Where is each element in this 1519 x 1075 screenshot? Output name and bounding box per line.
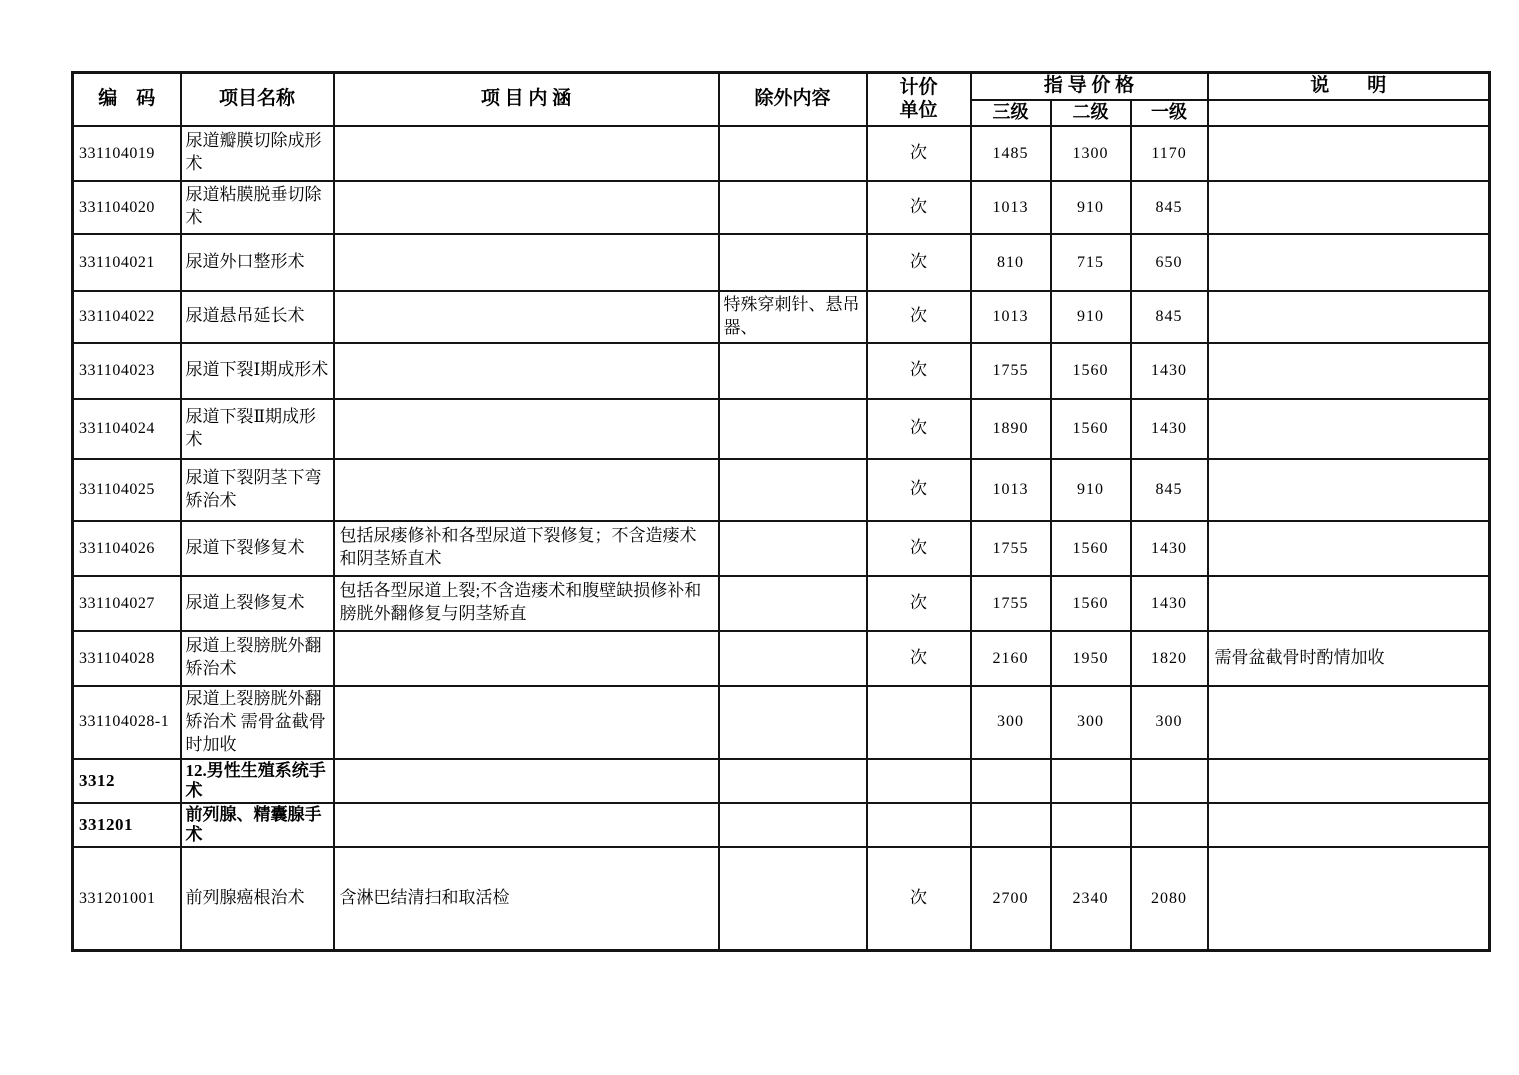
- cell-excluded: 特殊穿刺针、悬吊器、: [719, 291, 867, 343]
- cell-price-tier3: 1755: [971, 343, 1051, 399]
- cell-price-tier3: 1013: [971, 181, 1051, 234]
- column-header-price-group: 指 导 价 格: [971, 73, 1208, 100]
- table-row: [73, 631, 1490, 686]
- cell-name: 尿道下裂Ⅰ期成形术: [181, 343, 334, 399]
- cell-unit: [867, 759, 971, 803]
- cell-excluded: [719, 234, 867, 291]
- cell-content: [334, 343, 719, 399]
- cell-code: 331104020: [73, 181, 181, 234]
- table-row: [73, 126, 1490, 181]
- cell-name: 前列腺、精囊腺手术: [181, 803, 334, 847]
- cell-excluded: [719, 803, 867, 847]
- cell-unit: 次: [867, 181, 971, 234]
- cell-price-tier1: 650: [1131, 234, 1208, 291]
- cell-price-tier2: 300: [1051, 686, 1131, 759]
- cell-name: 尿道瓣膜切除成形术: [181, 126, 334, 181]
- cell-excluded: [719, 631, 867, 686]
- cell-price-tier3: 2700: [971, 847, 1051, 951]
- cell-unit: 次: [867, 234, 971, 291]
- cell-code: 331104021: [73, 234, 181, 291]
- cell-note: [1208, 803, 1490, 847]
- column-header-tier1: 一级: [1131, 100, 1208, 126]
- cell-price-tier2: [1051, 803, 1131, 847]
- cell-price-tier1: 845: [1131, 291, 1208, 343]
- cell-note: [1208, 126, 1490, 181]
- cell-note: [1208, 686, 1490, 759]
- cell-name: 尿道下裂Ⅱ期成形术: [181, 399, 334, 459]
- cell-price-tier2: [1051, 759, 1131, 803]
- cell-code: 331104023: [73, 343, 181, 399]
- cell-note: 需骨盆截骨时酌情加收: [1208, 631, 1490, 686]
- cell-excluded: [719, 576, 867, 631]
- cell-note: [1208, 847, 1490, 951]
- cell-name: 尿道粘膜脱垂切除术: [181, 181, 334, 234]
- pricing-table: [71, 71, 1491, 952]
- table-header: [73, 73, 1490, 126]
- cell-unit: [867, 686, 971, 759]
- cell-code: 331104019: [73, 126, 181, 181]
- cell-price-tier3: 1890: [971, 399, 1051, 459]
- cell-excluded: [719, 459, 867, 521]
- cell-excluded: [719, 181, 867, 234]
- table-row: [73, 291, 1490, 343]
- cell-price-tier3: 2160: [971, 631, 1051, 686]
- cell-price-tier3: 1755: [971, 521, 1051, 576]
- cell-code: 331104022: [73, 291, 181, 343]
- cell-code: 331104028-1: [73, 686, 181, 759]
- cell-unit: 次: [867, 126, 971, 181]
- cell-content: 含淋巴结清扫和取活检: [334, 847, 719, 951]
- cell-note: [1208, 459, 1490, 521]
- cell-price-tier3: 810: [971, 234, 1051, 291]
- cell-unit: 次: [867, 399, 971, 459]
- cell-unit: 次: [867, 521, 971, 576]
- cell-price-tier1: [1131, 803, 1208, 847]
- cell-name: 尿道外口整形术: [181, 234, 334, 291]
- cell-content: 包括各型尿道上裂;不含造瘘术和腹壁缺损修补和膀胱外翻修复与阴茎矫直: [334, 576, 719, 631]
- cell-content: [334, 291, 719, 343]
- cell-code: 3312: [73, 759, 181, 803]
- cell-price-tier2: 1300: [1051, 126, 1131, 181]
- cell-excluded: [719, 759, 867, 803]
- cell-price-tier2: 1950: [1051, 631, 1131, 686]
- cell-excluded: [719, 521, 867, 576]
- cell-note: [1208, 759, 1490, 803]
- column-header-tier2: 二级: [1051, 100, 1131, 126]
- cell-content: [334, 181, 719, 234]
- cell-note: [1208, 343, 1490, 399]
- column-header-content: 项 目 内 涵: [334, 73, 719, 126]
- cell-content: [334, 803, 719, 847]
- cell-note: [1208, 291, 1490, 343]
- cell-price-tier1: 2080: [1131, 847, 1208, 951]
- cell-price-tier2: 2340: [1051, 847, 1131, 951]
- column-header-code: 编 码: [73, 73, 181, 126]
- cell-code: 331104025: [73, 459, 181, 521]
- cell-code: 331104024: [73, 399, 181, 459]
- cell-content: [334, 126, 719, 181]
- cell-excluded: [719, 126, 867, 181]
- unit-header-line1: 计价: [899, 76, 938, 98]
- table-row: [73, 234, 1490, 291]
- table-row: [73, 686, 1490, 759]
- column-header-note-spacer: [1208, 100, 1490, 126]
- cell-content: [334, 459, 719, 521]
- cell-price-tier2: 910: [1051, 291, 1131, 343]
- cell-price-tier1: 1820: [1131, 631, 1208, 686]
- cell-content: [334, 759, 719, 803]
- cell-excluded: [719, 686, 867, 759]
- table-row: [73, 399, 1490, 459]
- table-row: [73, 521, 1490, 576]
- table-row: [73, 803, 1490, 847]
- cell-price-tier2: 1560: [1051, 521, 1131, 576]
- column-header-unit: [867, 73, 971, 126]
- cell-excluded: [719, 847, 867, 951]
- cell-content: [334, 631, 719, 686]
- cell-price-tier3: 1013: [971, 459, 1051, 521]
- column-header-tier3: 三级: [971, 100, 1051, 126]
- cell-price-tier1: 1170: [1131, 126, 1208, 181]
- cell-price-tier3: 1755: [971, 576, 1051, 631]
- cell-code: 331201001: [73, 847, 181, 951]
- cell-unit: 次: [867, 847, 971, 951]
- cell-unit: 次: [867, 459, 971, 521]
- cell-price-tier1: 1430: [1131, 343, 1208, 399]
- cell-price-tier3: 1485: [971, 126, 1051, 181]
- table-row: [73, 459, 1490, 521]
- cell-unit: 次: [867, 291, 971, 343]
- cell-name: 尿道悬吊延长术: [181, 291, 334, 343]
- cell-price-tier1: [1131, 759, 1208, 803]
- cell-content: [334, 686, 719, 759]
- cell-note: [1208, 576, 1490, 631]
- cell-price-tier1: 300: [1131, 686, 1208, 759]
- cell-unit: [867, 803, 971, 847]
- cell-code: 331104027: [73, 576, 181, 631]
- cell-name: 12.男性生殖系统手术: [181, 759, 334, 803]
- table-row: [73, 576, 1490, 631]
- cell-code: 331104026: [73, 521, 181, 576]
- cell-price-tier2: 910: [1051, 459, 1131, 521]
- cell-price-tier2: 1560: [1051, 576, 1131, 631]
- cell-price-tier1: 845: [1131, 459, 1208, 521]
- unit-header-line2: 单位: [899, 100, 938, 122]
- cell-price-tier1: 1430: [1131, 399, 1208, 459]
- column-header-name: 项目名称: [181, 73, 334, 126]
- cell-note: [1208, 399, 1490, 459]
- cell-content: 包括尿瘘修补和各型尿道下裂修复；不含造瘘术和阴茎矫直术: [334, 521, 719, 576]
- cell-name: 尿道上裂膀胱外翻矫治术: [181, 631, 334, 686]
- cell-name: 尿道下裂修复术: [181, 521, 334, 576]
- cell-code: 331104028: [73, 631, 181, 686]
- cell-price-tier3: 300: [971, 686, 1051, 759]
- table-body: [73, 126, 1490, 951]
- cell-unit: 次: [867, 343, 971, 399]
- cell-note: [1208, 521, 1490, 576]
- cell-price-tier2: 1560: [1051, 399, 1131, 459]
- cell-excluded: [719, 399, 867, 459]
- cell-price-tier2: 715: [1051, 234, 1131, 291]
- cell-price-tier2: 910: [1051, 181, 1131, 234]
- table-row: [73, 759, 1490, 803]
- cell-content: [334, 399, 719, 459]
- cell-unit: 次: [867, 576, 971, 631]
- table-row: [73, 343, 1490, 399]
- cell-price-tier3: [971, 803, 1051, 847]
- cell-price-tier3: 1013: [971, 291, 1051, 343]
- cell-price-tier3: [971, 759, 1051, 803]
- cell-name: 尿道上裂膀胱外翻矫治术 需骨盆截骨时加收: [181, 686, 334, 759]
- column-header-note: 说 明: [1208, 73, 1490, 100]
- cell-name: 前列腺癌根治术: [181, 847, 334, 951]
- cell-code: 331201: [73, 803, 181, 847]
- cell-note: [1208, 181, 1490, 234]
- cell-price-tier1: 845: [1131, 181, 1208, 234]
- column-header-excluded: 除外内容: [719, 73, 867, 126]
- table-row: [73, 847, 1490, 951]
- cell-excluded: [719, 343, 867, 399]
- cell-price-tier1: 1430: [1131, 521, 1208, 576]
- cell-unit: 次: [867, 631, 971, 686]
- cell-content: [334, 234, 719, 291]
- cell-name: 尿道下裂阴茎下弯矫治术: [181, 459, 334, 521]
- table-row: [73, 181, 1490, 234]
- cell-price-tier1: 1430: [1131, 576, 1208, 631]
- cell-price-tier2: 1560: [1051, 343, 1131, 399]
- cell-name: 尿道上裂修复术: [181, 576, 334, 631]
- cell-note: [1208, 234, 1490, 291]
